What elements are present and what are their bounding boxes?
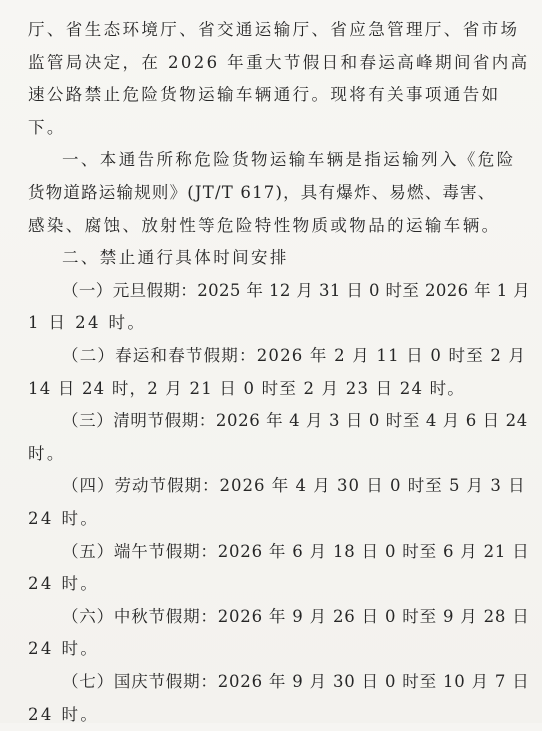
text-line: 24 时。 <box>28 509 100 528</box>
text-line: 24 时。 <box>28 639 100 659</box>
text-line: （三）清明节假期：2026 年 4 月 3 日 0 时至 4 月 6 日 24 <box>62 411 528 431</box>
text-line: 24 时。 <box>28 704 100 724</box>
text-line: 监管局决定，在 2026 年重大节假日和春运高峰期间省内高 <box>28 52 530 72</box>
text-line: （四）劳动节假期：2026 年 4 月 30 日 0 时至 5 月 3 日 <box>62 476 526 496</box>
section-heading: 二、禁止通行具体时间安排 <box>62 248 289 268</box>
text-line: 感染、腐蚀、放射性等危险特性物质或物品的运输车辆。 <box>28 215 501 235</box>
text-line: 速公路禁止危险货物运输车辆通行。现将有关事项通告如 <box>28 85 501 105</box>
text-line: 24 时。 <box>28 574 100 594</box>
text-line: （五）端午节假期：2026 年 6 月 18 日 0 时至 6 月 21 日 <box>62 541 530 561</box>
text-line: 厅、省生态环境厅、省交通运输厅、省应急管理厅、省市场 <box>28 20 520 39</box>
text-line: 货物道路运输规则》(JT/T 617)，具有爆炸、易燃、毒害、 <box>28 183 496 202</box>
text-line: （二）春运和春节假期：2026 年 2 月 11 日 0 时至 2 月 <box>62 346 527 365</box>
text-line: 一、本通告所称危险货物运输车辆是指运输列入《危险 <box>62 150 516 170</box>
text-line: （七）国庆节假期：2026 年 9 月 30 日 0 时至 10 月 7 日 <box>62 672 530 691</box>
text-line: （一）元旦假期：2025 年 12 月 31 日 0 时至 2026 年 1 月 <box>62 280 531 300</box>
text-line: 下。 <box>28 117 66 137</box>
text-line: 14 日 24 时，2 月 21 日 0 时至 2 月 23 日 24 时。 <box>28 378 465 398</box>
text-line: 1 日 24 时。 <box>28 313 147 333</box>
text-line: （六）中秋节假期：2026 年 9 月 26 日 0 时至 9 月 28 日 <box>62 606 530 626</box>
text-line: 时。 <box>28 443 66 463</box>
